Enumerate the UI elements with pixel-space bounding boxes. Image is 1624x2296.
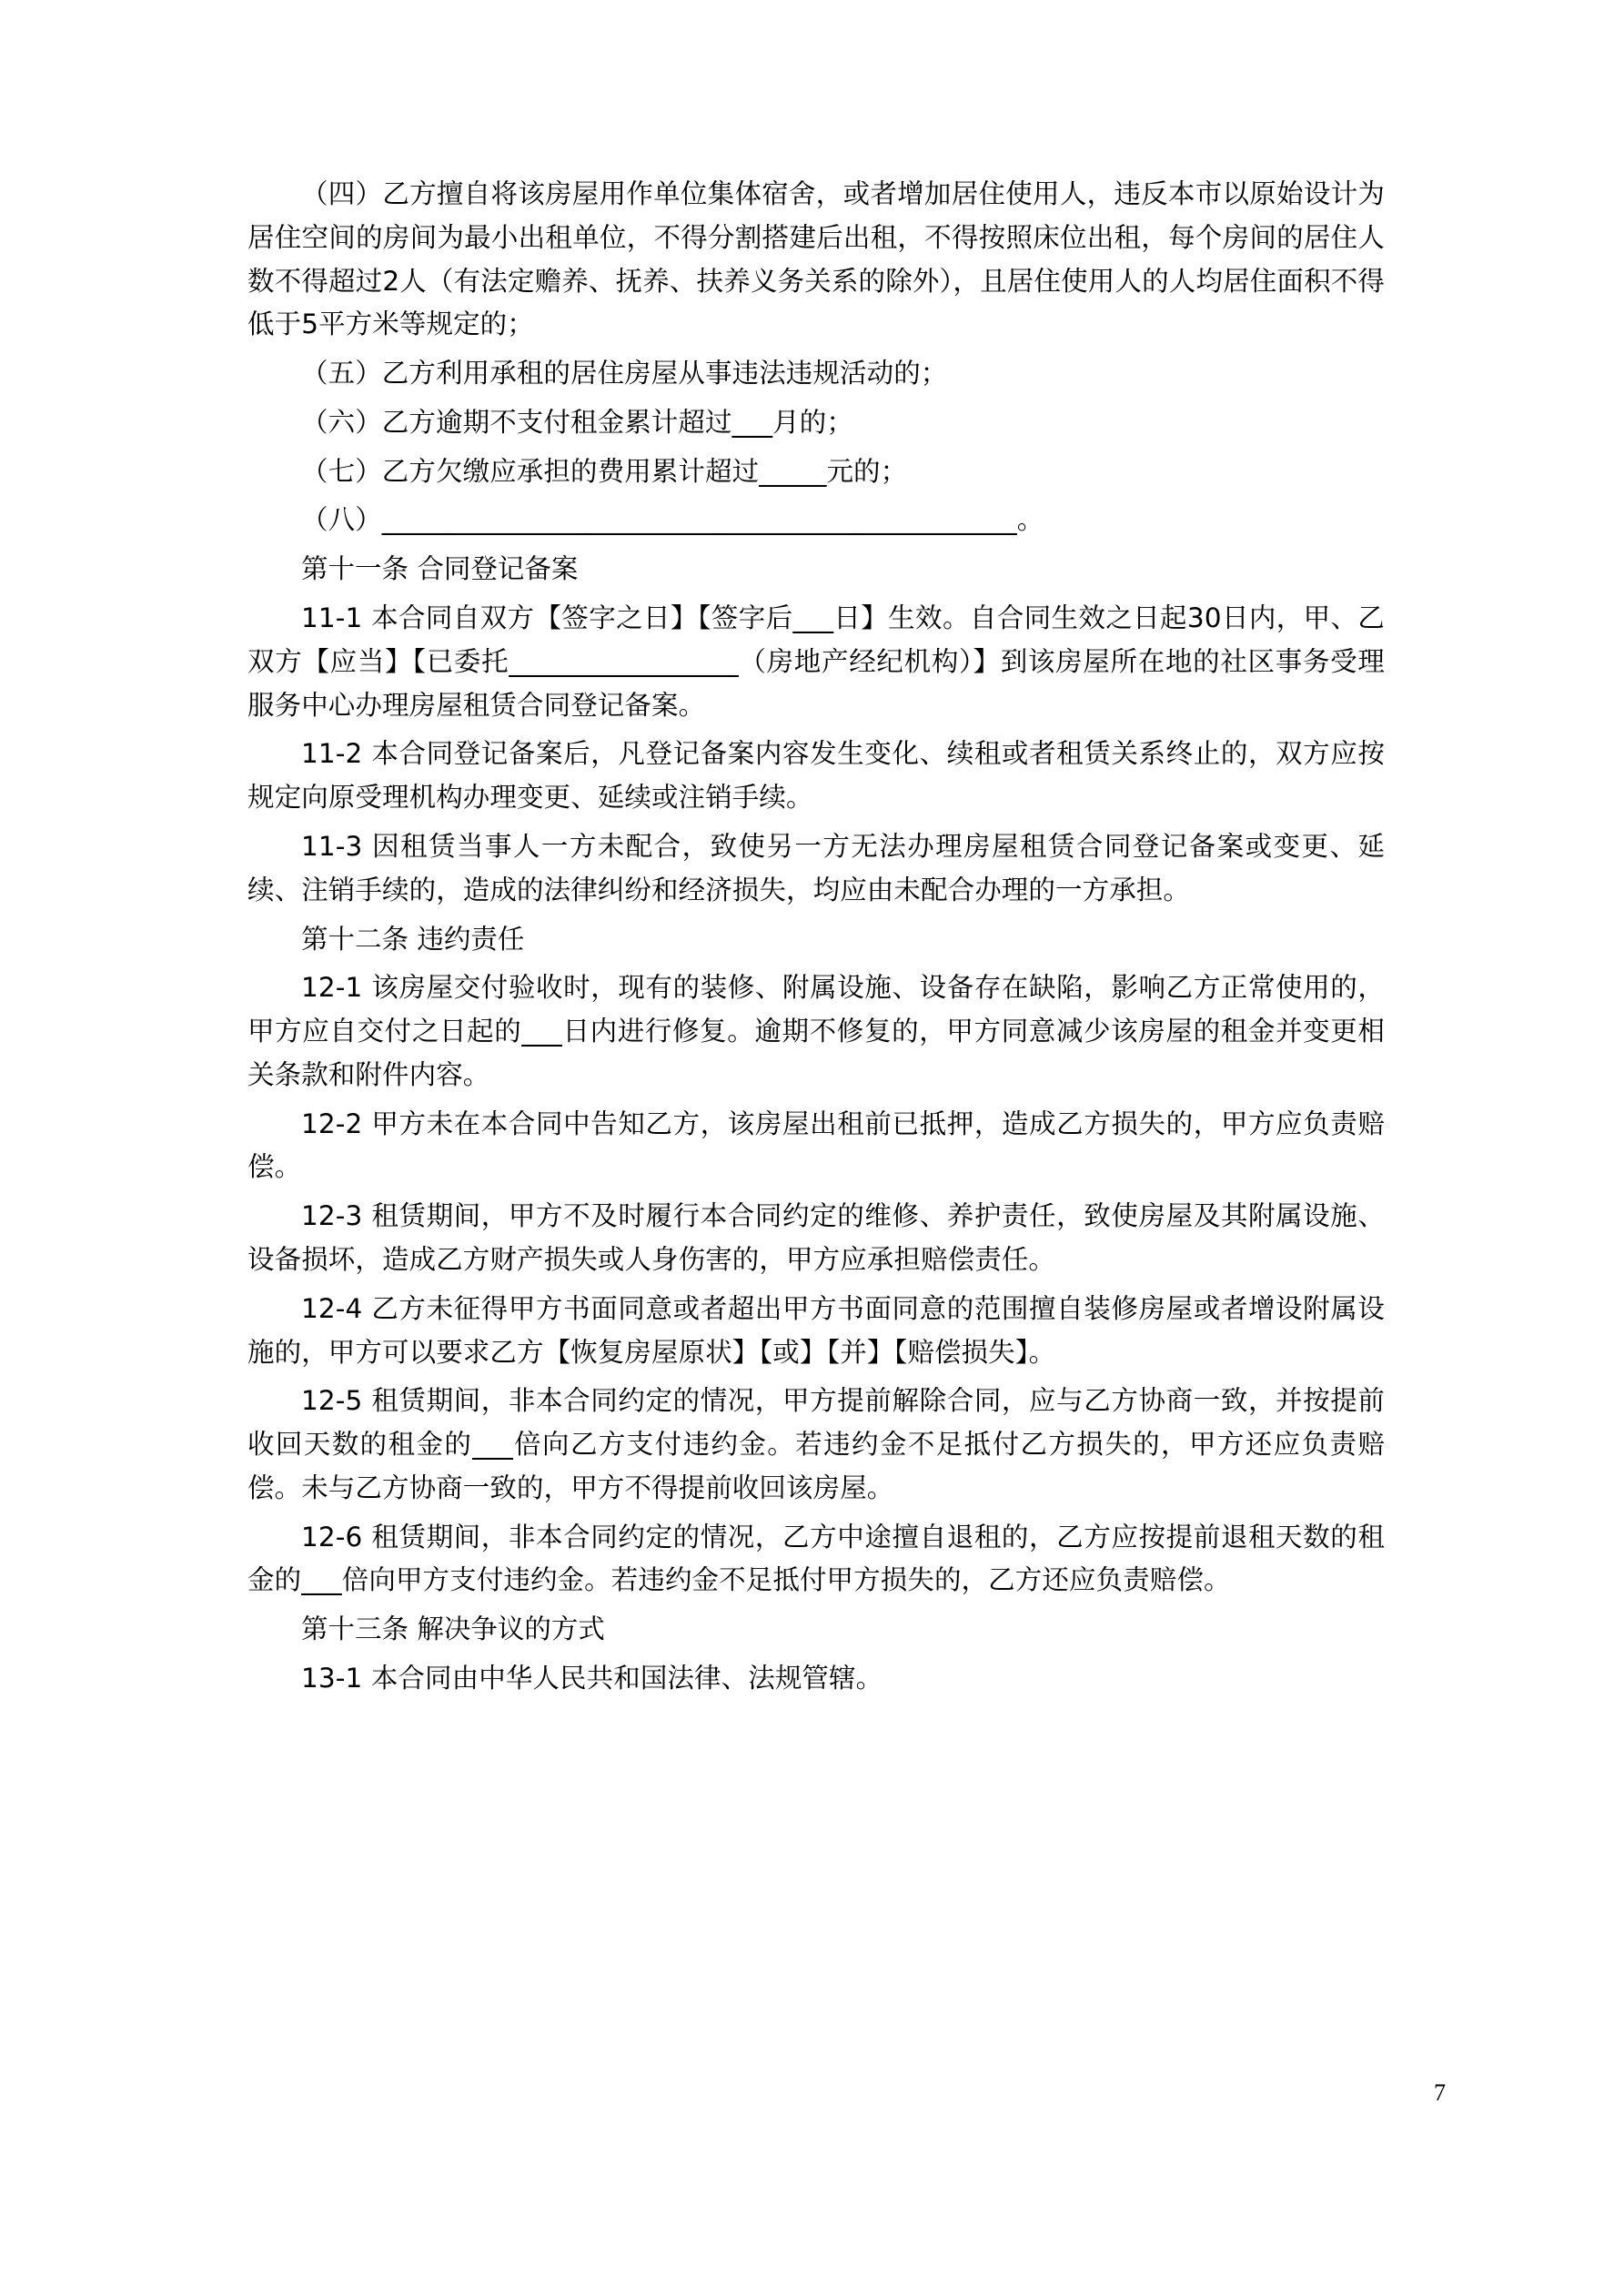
paragraph-item-4: （四）乙方擅自将该房屋用作单位集体宿舍，或者增加居住使用人，违反本市以原始设计为居住空间的房间为最小出租单位，不得分割搭建后出租，不得按照床位出租，每个房间的居住人数不得超过2人（有法定赡养、抚养、扶养义务关系的除外），且居住使用人的人均居住面积不得低于5平方米等规定的； xyxy=(247,178,1385,340)
paragraph-clause-11-1: 11‑1 本合同自双方【签字之日】【签字后___日】生效。自合同生效之日起30日内，甲、乙双方【应当】【已委托_________________（房地产经纪机构）】到该房屋所在地的社区事务受理服务中心办理房屋租赁合同登记备案。 xyxy=(247,602,1385,721)
paragraph-clause-12-2: 12‑2 甲方未在本合同中告知乙方，该房屋出租前已抵押，造成乙方损失的，甲方应负责赔偿。 xyxy=(247,1108,1385,1183)
paragraph-clause-12-5: 12‑5 租赁期间，非本合同约定的情况，甲方提前解除合同，应与乙方协商一致，并按提前收回天数的租金的___倍向乙方支付违约金。若违约金不足抵付乙方损失的，甲方还应负责赔偿。未与乙方协商一致的，甲方不得提前收回该房屋。 xyxy=(247,1385,1385,1503)
paragraph-item-6: （六）乙方逾期不支付租金累计超过___月的； xyxy=(301,406,853,438)
heading-article-11: 第十一条 合同登记备案 xyxy=(301,553,579,585)
paragraph-clause-13-1: 13‑1 本合同由中华人民共和国法律、法规管辖。 xyxy=(301,1663,883,1694)
page-number: 7 xyxy=(1434,2079,1446,2106)
paragraph-clause-11-2: 11‑2 本合同登记备案后，凡登记备案内容发生变化、续租或者租赁关系终止的，双方应按规定向原受理机构办理变更、延续或注销手续。 xyxy=(247,738,1385,814)
paragraph-item-7: （七）乙方欠缴应承担的费用累计超过_____元的； xyxy=(301,455,908,487)
heading-article-12: 第十二条 违约责任 xyxy=(301,923,525,955)
paragraph-clause-12-6: 12‑6 租赁期间，非本合同约定的情况，乙方中途擅自退租的，乙方应按提前退租天数的租金的___倍向甲方支付违约金。若违约金不足抵付甲方损失的，乙方还应负责赔偿。 xyxy=(247,1521,1385,1596)
paragraph-clause-11-3: 11‑3 因租赁当事人一方未配合，致使另一方无法办理房屋租赁合同登记备案或变更、延续、注销手续的，造成的法律纠纷和经济损失，均应由未配合办理的一方承担。 xyxy=(247,830,1385,905)
paragraph-item-8: （八）_______________________________________________。 xyxy=(301,504,1044,536)
paragraph-clause-12-4: 12‑4 乙方未征得甲方书面同意或者超出甲方书面同意的范围擅自装修房屋或者增设附属设施的，甲方可以要求乙方【恢复房屋原状】【或】【并】【赔偿损失】。 xyxy=(247,1292,1385,1368)
heading-article-13: 第十三条 解决争议的方式 xyxy=(301,1613,605,1645)
document-body xyxy=(247,173,1385,1706)
paragraph-clause-12-1: 12‑1 该房屋交付验收时，现有的装修、附属设施、设备存在缺陷，影响乙方正常使用的，甲方应自交付之日起的___日内进行修复。逾期不修复的，甲方同意减少该房屋的租金并变更相关条款和附件内容。 xyxy=(247,972,1385,1090)
paragraph-item-5: （五）乙方利用承租的居住房屋从事违法违规活动的； xyxy=(301,358,948,389)
paragraph-clause-12-3: 12‑3 租赁期间，甲方不及时履行本合同约定的维修、养护责任，致使房屋及其附属设施、设备损坏，造成乙方财产损失或人身伤害的，甲方应承担赔偿责任。 xyxy=(247,1200,1385,1275)
